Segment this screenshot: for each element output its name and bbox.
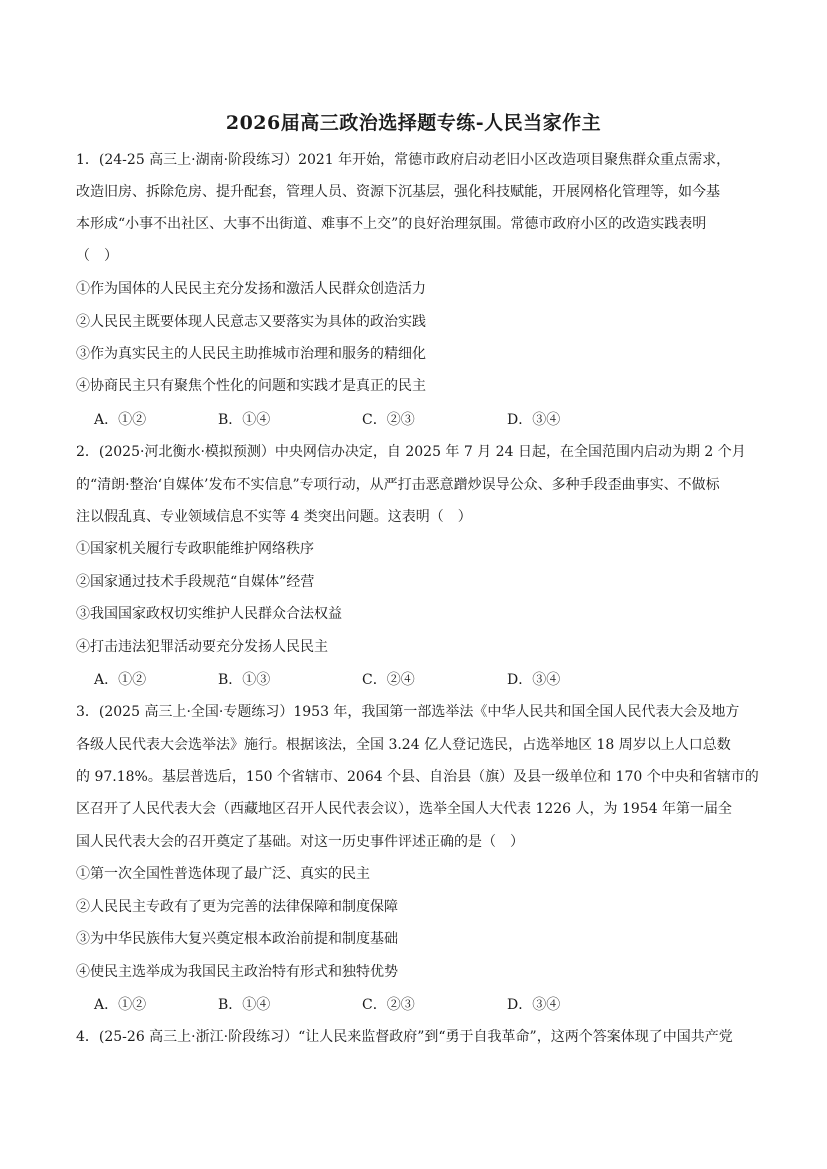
option-a[interactable]: A．①②	[94, 412, 147, 428]
statement-item: ③我国国家政权切实维护人民群众合法权益	[76, 606, 342, 622]
statement-item: ①国家机关履行专政职能维护网络秩序	[76, 541, 314, 557]
statement-item: ③为中华民族伟大复兴奠定根本政治前提和制度基础	[76, 931, 398, 947]
option-b[interactable]: B．①④	[218, 997, 271, 1013]
statement-item: ③作为真实民主的人民民主助推城市治理和服务的精细化	[76, 346, 426, 362]
question-text-line: 2．(2025·河北衡水·模拟预测）中央网信办决定，自 2025 年 7 月 24 日起，在全国范围内启动为期 2 个月	[76, 444, 746, 460]
statement-item: ①第一次全国性普选体现了最广泛、真实的民主	[76, 866, 370, 882]
option-b[interactable]: B．①③	[218, 672, 271, 688]
option-b[interactable]: B．①④	[218, 412, 271, 428]
option-a[interactable]: A．①②	[94, 672, 147, 688]
option-c[interactable]: C．②④	[362, 672, 415, 688]
statement-item: ②国家通过技术手段规范“自媒体”经营	[76, 574, 315, 590]
question-text-line: 本形成“小事不出社区、大事不出街道、难事不上交”的良好治理氛围。常德市政府小区的改造实践表明	[76, 216, 707, 232]
question-text-line: 3．(2025 高三上·全国·专题练习）1953 年，我国第一部选举法《中华人民共和国全国人民代表大会及地方	[76, 704, 740, 720]
page-title: 2026届高三政治选择题专练-人民当家作主	[225, 112, 602, 134]
statement-item: ④协商民主只有聚焦个性化的问题和实践才是真正的民主	[76, 378, 426, 394]
statement-item: ②人民民主既要体现人民意志又要落实为具体的政治实践	[76, 314, 426, 330]
question-text-line: 改造旧房、拆除危房、提升配套，管理人员、资源下沉基层，强化科技赋能，开展网格化管理等，如今基	[76, 184, 720, 200]
statement-item: ④使民主选举成为我国民主政治特有形式和独特优势	[76, 964, 398, 980]
question-text-line: 区召开了人民代表大会（西藏地区召开人民代表会议），选举全国人大代表 1226 人，为 1954 年第一届全	[76, 801, 733, 817]
question-text-line: 国人民代表大会的召开奠定了基础。对这一历史事件评述正确的是（ ）	[76, 834, 524, 850]
question-text-line: 的“清朗·整治‘自媒体’发布不实信息”专项行动，从严打击恶意蹭炒误导公众、多种手段歪曲事实、不做标	[76, 477, 720, 493]
option-d[interactable]: D．③④	[507, 412, 561, 428]
option-c[interactable]: C．②③	[362, 997, 415, 1013]
option-d[interactable]: D．③④	[507, 672, 561, 688]
question-text-line: 4．(25-26 高三上·浙江·阶段练习）“让人民来监督政府”到“勇于自我革命”，这两个答案体现了中国共产党	[76, 1029, 733, 1045]
question-text-line: 注以假乱真、专业领域信息不实等 4 类突出问题。这表明（ ）	[76, 509, 472, 525]
statement-item: ①作为国体的人民民主充分发扬和激活人民群众创造活力	[76, 281, 426, 297]
statement-item: ④打击违法犯罪活动要充分发扬人民民主	[76, 639, 328, 655]
question-text-line: （ ）	[76, 248, 118, 264]
question-text-line: 各级人民代表大会选举法》施行。根据该法，全国 3.24 亿人登记选民，占选举地区 18 周岁以上人口总数	[76, 737, 731, 753]
statement-item: ②人民民主专政有了更为完善的法律保障和制度保障	[76, 899, 398, 915]
option-c[interactable]: C．②③	[362, 412, 415, 428]
question-text-line: 1．(24-25 高三上·湖南·阶段练习）2021 年开始，常德市政府启动老旧小区改造项目聚焦群众重点需求，	[76, 152, 731, 168]
question-text-line: 的 97.18%。基层普选后，150 个省辖市、2064 个县、自治县（旗）及县一级单位和 170 个中央和省辖市的	[76, 769, 759, 785]
option-a[interactable]: A．①②	[94, 997, 147, 1013]
option-d[interactable]: D．③④	[507, 997, 561, 1013]
